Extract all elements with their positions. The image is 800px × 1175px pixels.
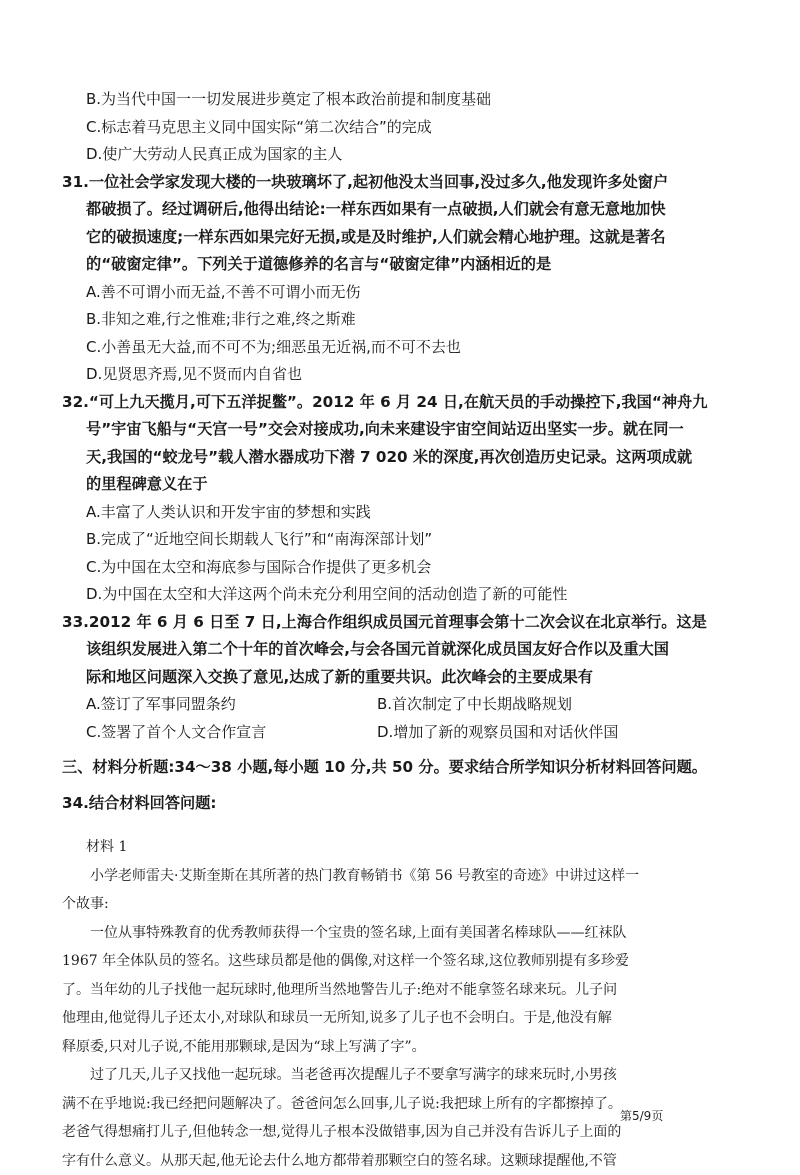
q32-option-d: D.为中国在太空和大洋这两个尚未充分利用空间的活动创造了新的可能性 bbox=[62, 581, 724, 609]
material-paragraph-line: 个故事: bbox=[62, 890, 724, 919]
q33-stem-line: 33.2012 年 6 月 6 日至 7 日,上海合作组织成员国元首理事会第十二次会议在北京举行。这是 bbox=[62, 609, 724, 637]
q33-stem-line: 该组织发展进入第二个十年的首次峰会,与会各国元首就深化成员国友好合作以及重大国 bbox=[62, 636, 724, 664]
q31-option-b: B.非知之难,行之惟难;非行之难,终之斯难 bbox=[62, 306, 724, 334]
question-32 bbox=[62, 389, 724, 609]
q31-stem-line: 的“破窗定律”。下列关于道德修养的名言与“破窗定律”内涵相近的是 bbox=[62, 251, 724, 279]
material-paragraph-line: 满不在乎地说:我已经把问题解决了。爸爸问怎么回事,儿子说:我把球上所有的字都擦掉了。 bbox=[62, 1090, 724, 1119]
q30-option-b: B.为当代中国一一切发展进步奠定了根本政治前提和制度基础 bbox=[62, 86, 724, 114]
q33-option-a: A.签订了军事同盟条约 bbox=[62, 691, 377, 719]
q33-option-d: D.增加了新的观察员国和对话伙伴国 bbox=[377, 719, 724, 747]
material-title: 材料 1 bbox=[62, 833, 724, 862]
material-paragraph-line: 小学老师雷夫·艾斯奎斯在其所著的热门教育畅销书《第 56 号教室的奇迹》中讲过这样一 bbox=[62, 862, 724, 891]
page-number: 第5/9页 bbox=[620, 1107, 663, 1124]
q33-option-c: C.签署了首个人文合作宣言 bbox=[62, 719, 377, 747]
q32-stem-line: 的里程碑意义在于 bbox=[62, 471, 724, 499]
q32-option-a: A.丰富了人类认识和开发宇宙的梦想和实践 bbox=[62, 499, 724, 527]
q30-option-d: D.使广大劳动人民真正成为国家的主人 bbox=[62, 141, 724, 169]
q30-option-c: C.标志着马克思主义同中国实际“第二次结合”的完成 bbox=[62, 114, 724, 142]
q33-options-row bbox=[62, 719, 724, 747]
material-paragraph-line: 一位从事特殊教育的优秀教师获得一个宝贵的签名球,上面有美国著名棒球队——红袜队 bbox=[62, 919, 724, 948]
question-34-heading: 34.结合材料回答问题: bbox=[62, 790, 724, 818]
material-paragraph-line: 1967 年全体队员的签名。这些球员都是他的偶像,对这样一个签名球,这位教师别提有多珍爱 bbox=[62, 947, 724, 976]
material-paragraph-line: 老爸气得想痛打儿子,但他转念一想,觉得儿子根本没做错事,因为自己并没有告诉儿子上面的 bbox=[62, 1118, 724, 1147]
q32-option-b: B.完成了“近地空间长期载人飞行”和“南海深部计划” bbox=[62, 526, 724, 554]
q31-stem-line: 31.一位社会学家发现大楼的一块玻璃坏了,起初他没太当回事,没过多久,他发现许多处窗户 bbox=[62, 169, 724, 197]
q31-option-c: C.小善虽无大益,而不可不为;细恶虽无近祸,而不可不去也 bbox=[62, 334, 724, 362]
question-31 bbox=[62, 169, 724, 389]
question-33 bbox=[62, 609, 724, 747]
q31-option-d: D.见贤思齐焉,见不贤而内自省也 bbox=[62, 361, 724, 389]
q31-option-a: A.善不可谓小而无益,不善不可谓小而无伤 bbox=[62, 279, 724, 307]
material-paragraph-line: 过了几天,儿子又找他一起玩球。当老爸再次提醒儿子不要拿写满字的球来玩时,小男孩 bbox=[62, 1061, 724, 1090]
q32-stem-line: 号”宇宙飞船与“天宫一号”交会对接成功,向未来建设宇宙空间站迈出坚实一步。就在同一 bbox=[62, 416, 724, 444]
section-3-heading: 三、材料分析题:34～38 小题,每小题 10 分,共 50 分。要求结合所学知识分析材料回答问题。 bbox=[62, 754, 724, 782]
q32-stem-line: 天,我国的“蛟龙号”载人潜水器成功下潜 7 020 米的深度,再次创造历史记录。这两项成就 bbox=[62, 444, 724, 472]
q33-option-b: B.首次制定了中长期战略规划 bbox=[377, 691, 724, 719]
q33-stem-line: 际和地区问题深入交换了意见,达成了新的重要共识。此次峰会的主要成果有 bbox=[62, 664, 724, 692]
q31-stem-line: 它的破损速度;一样东西如果完好无损,或是及时维护,人们就会精心地护理。这就是著名 bbox=[62, 224, 724, 252]
q32-option-c: C.为中国在太空和海底参与国际合作提供了更多机会 bbox=[62, 554, 724, 582]
material-paragraph-line: 字有什么意义。从那天起,他无论去什么地方都带着那颗空白的签名球。这颗球提醒他,不管 bbox=[62, 1147, 724, 1175]
material-paragraph-line: 他理由,他觉得儿子还太小,对球队和球员一无所知,说多了儿子也不会明白。于是,他没有解 bbox=[62, 1004, 724, 1033]
material-paragraph-line: 释原委,只对儿子说,不能用那颗球,是因为“球上写满了字”。 bbox=[62, 1033, 724, 1062]
q32-stem-line: 32.“可上九天揽月,可下五洋捉鳖”。2012 年 6 月 24 日,在航天员的手动操控下,我国“神舟九 bbox=[62, 389, 724, 417]
q33-options-row bbox=[62, 691, 724, 719]
q31-stem-line: 都破损了。经过调研后,他得出结论:一样东西如果有一点破损,人们就会有意无意地加快 bbox=[62, 196, 724, 224]
material-paragraph-line: 了。当年幼的儿子找他一起玩球时,他理所当然地警告儿子:绝对不能拿签名球来玩。儿子问 bbox=[62, 976, 724, 1005]
q30-options bbox=[62, 86, 724, 169]
exam-page bbox=[62, 86, 724, 1175]
